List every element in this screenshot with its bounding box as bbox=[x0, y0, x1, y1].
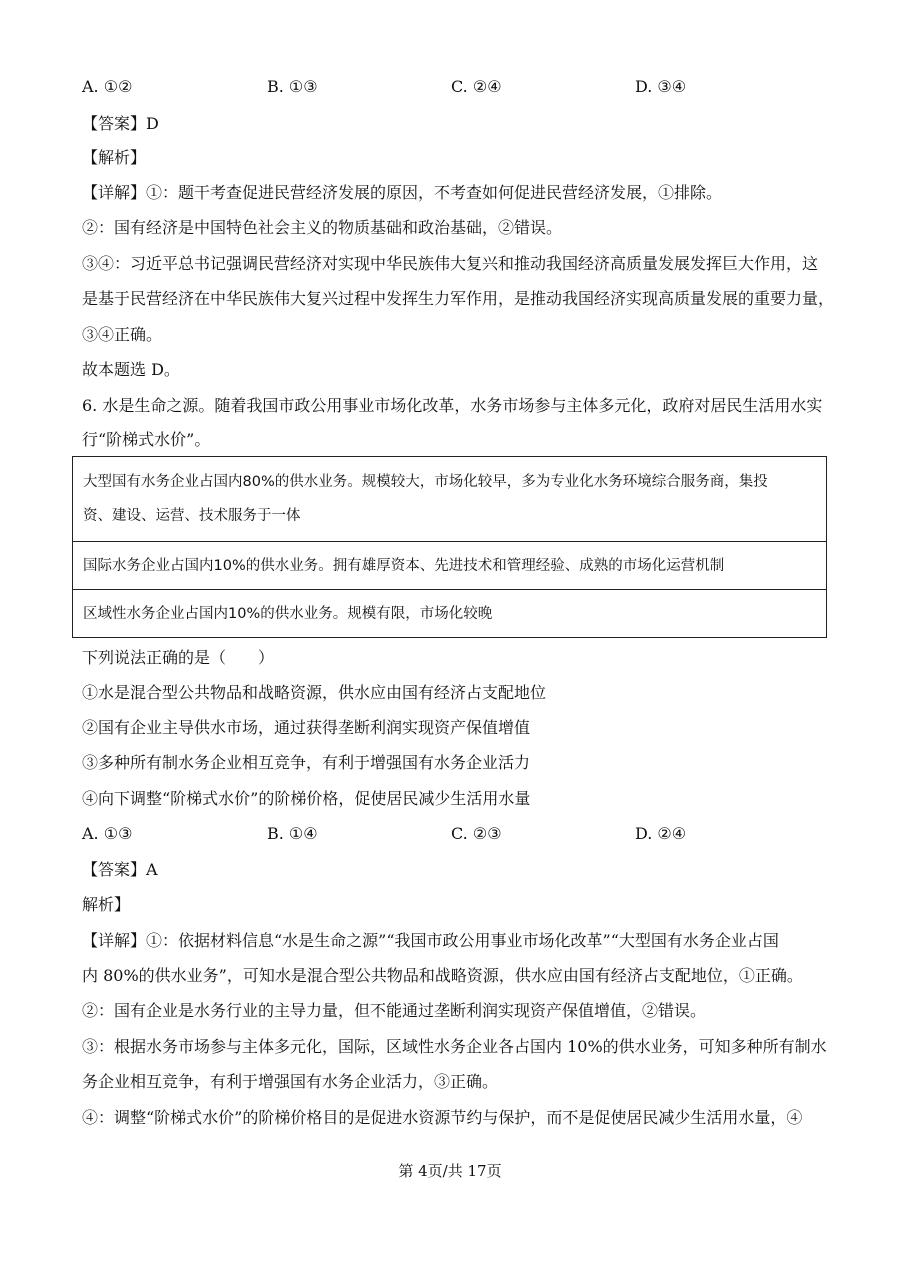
prev-answer: 【答案】D bbox=[82, 114, 159, 133]
question-stem: 行“阶梯式水价”。 bbox=[82, 430, 211, 449]
material-row bbox=[73, 589, 826, 637]
question-options bbox=[82, 824, 822, 846]
page-footer: 第 4页/共 17页 bbox=[398, 1162, 502, 1180]
option-b: B. ①④ bbox=[267, 824, 318, 843]
explanation-line: 内 80%的供水业务”，可知水是混合型公共物品和战略资源，供水应由国有经济占支配地位，①正确。 bbox=[82, 966, 803, 985]
material-text: 大型国有水务企业占国内80%的供水业务。规模较大，市场化较早，多为专业化水务环境综合服务商，集投 bbox=[83, 474, 768, 490]
statement: ①水是混合型公共物品和战略资源，供水应由国有经济占支配地位 bbox=[82, 683, 547, 702]
option-c: C. ②④ bbox=[451, 77, 502, 96]
option-d: D. ③④ bbox=[635, 77, 687, 96]
prev-explanation-line: 故本题选 D。 bbox=[82, 360, 180, 379]
explanation-line: 务企业相互竞争，有利于增强国有水务企业活力，③正确。 bbox=[82, 1072, 499, 1091]
question-prompt: 下列说法正确的是（ ） bbox=[82, 648, 275, 667]
prev-explanation-line: ③④正确。 bbox=[82, 325, 163, 344]
prev-explanation-line: ②：国有经济是中国特色社会主义的物质基础和政治基础，②错误。 bbox=[82, 218, 563, 237]
option-d: D. ②④ bbox=[635, 824, 687, 843]
material-row bbox=[73, 457, 826, 541]
material-row bbox=[73, 541, 826, 589]
prev-explanation-line: 是基于民营经济在中华民族伟大复兴过程中发挥生力军作用，是推动我国经济实现高质量发展的重要力量， bbox=[82, 289, 835, 308]
prev-analysis-heading: 【解析】 bbox=[82, 148, 147, 167]
material-table bbox=[72, 456, 827, 638]
material-text: 国际水务企业占国内10%的供水业务。拥有雄厚资本、先进技术和管理经验、成熟的市场化运营机制 bbox=[83, 558, 725, 574]
statement: ②国有企业主导供水市场，通过获得垄断利润实现资产保值增值 bbox=[82, 718, 531, 737]
statement: ④向下调整“阶梯式水价”的阶梯价格，促使居民减少生活用水量 bbox=[82, 789, 531, 808]
prev-explanation-line: ③④：习近平总书记强调民营经济对实现中华民族伟大复兴和推动我国经济高质量发展发挥巨大作用，这 bbox=[82, 254, 819, 273]
explanation-line: ④：调整“阶梯式水价”的阶梯价格目的是促进水资源节约与保护，而不是促使居民减少生活用水量，④ bbox=[82, 1108, 803, 1127]
question-stem: 6. 水是生命之源。随着我国市政公用事业市场化改革，水务市场参与主体多元化，政府对居民生活用水实 bbox=[82, 396, 823, 415]
prev-explanation-line: 【详解】①：题干考查促进民营经济发展的原因，不考查如何促进民营经济发展，①排除。 bbox=[82, 183, 723, 202]
answer: 【答案】A bbox=[82, 860, 158, 879]
option-a: A. ①③ bbox=[82, 824, 133, 843]
material-text: 资、建设、运营、技术服务于一体 bbox=[83, 508, 301, 524]
option-a: A. ①② bbox=[82, 77, 133, 96]
prev-options bbox=[82, 77, 822, 99]
statement: ③多种所有制水务企业相互竞争，有利于增强国有水务企业活力 bbox=[82, 753, 531, 772]
explanation-line: 【详解】①：依据材料信息“水是生命之源”“我国市政公用事业市场化改革”“大型国有水务企业占国 bbox=[82, 931, 779, 950]
analysis-heading: 解析】 bbox=[82, 895, 131, 914]
material-text: 区域性水务企业占国内10%的供水业务。规模有限，市场化较晚 bbox=[83, 606, 493, 622]
option-b: B. ①③ bbox=[267, 77, 318, 96]
explanation-line: ②：国有企业是水务行业的主导力量，但不能通过垄断利润实现资产保值增值，②错误。 bbox=[82, 1001, 707, 1020]
explanation-line: ③：根据水务市场参与主体多元化，国际，区域性水务企业各占国内 10%的供水业务，可知多种所有制水 bbox=[82, 1037, 827, 1056]
option-c: C. ②③ bbox=[451, 824, 502, 843]
